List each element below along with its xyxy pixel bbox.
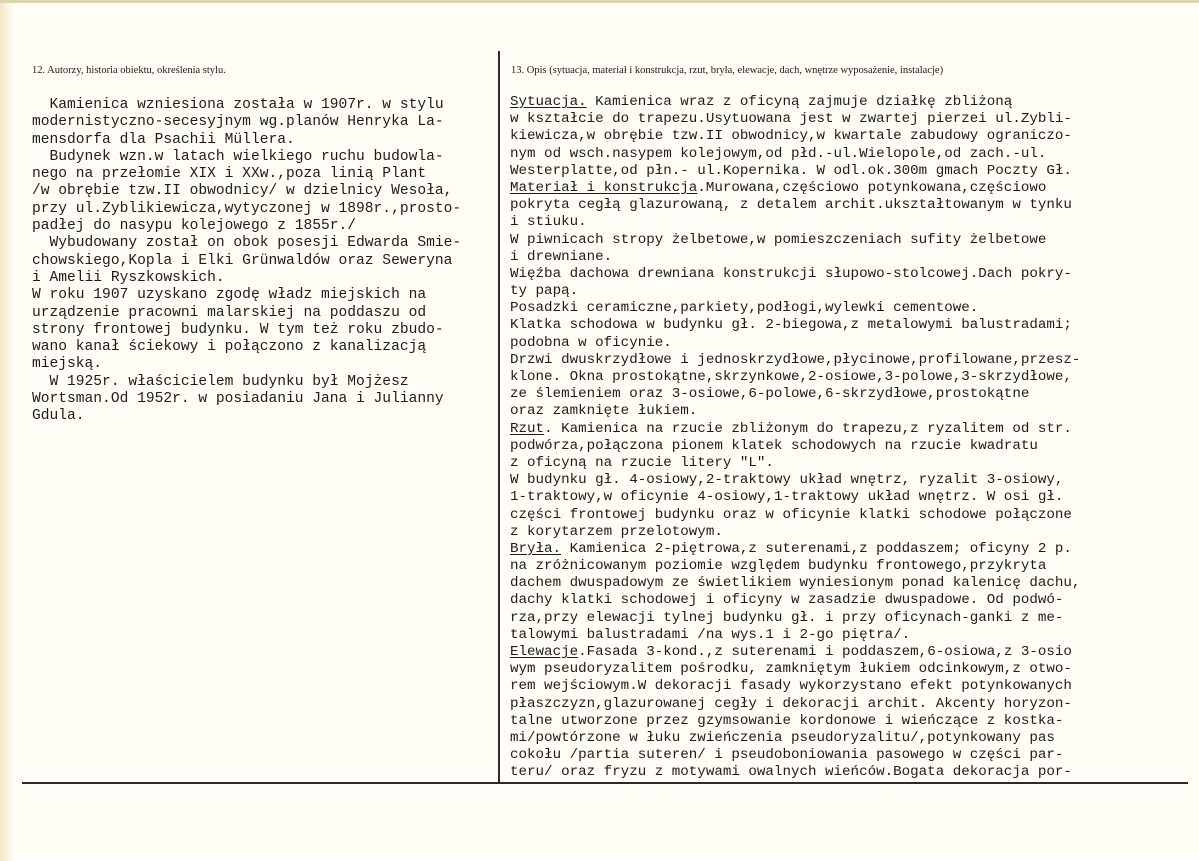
history-line: Kamienica wzniesiona została w 1907r. w stylu <box>32 97 444 113</box>
description-line <box>510 197 1080 214</box>
description-text: 1-traktowy,w oficynie 4-osiowy,1-traktowy układ wnętrz. W osi gł. <box>510 489 1064 506</box>
description-line <box>510 678 1080 695</box>
description-line <box>510 747 1080 764</box>
description-text: mi/powtórzone w łuku zwieńczenia pseudoryzalitu/,potynkowany pas <box>510 729 1055 746</box>
section-12-heading: 12. Autorzy, historia obiektu, określenia stylu. <box>32 65 226 76</box>
description-text: teru/ oraz fryzu z motywami owalnych wieńców.Bogata dekoracja por- <box>510 764 1072 781</box>
history-line: modernistyczno-secesyjnym wg.planów Henryka La- <box>32 114 444 131</box>
description-line <box>510 335 1080 352</box>
description-line <box>510 541 1080 558</box>
description-line <box>510 507 1080 524</box>
description-text: z oficyną na rzucie litery "L". <box>510 454 774 471</box>
section-label: Elewacje <box>510 644 579 660</box>
description-line <box>510 352 1080 369</box>
description-text: klone. Okna prostokątne,skrzynkowe,2-osiowe,3-polowe,3-skrzydłowe, <box>510 369 1072 385</box>
description-line <box>510 317 1080 334</box>
description-line <box>510 661 1080 678</box>
history-line: nego na przełomie XIX i XXw.,poza linią Plant <box>32 166 427 183</box>
history-text-block <box>32 97 461 426</box>
description-text: wym pseudoryzalitem pośrodku, zamkniętym łukiem odcinkowym,z otwo- <box>510 661 1072 678</box>
description-line <box>510 730 1080 747</box>
description-line <box>510 610 1080 627</box>
description-text: .Murowana,częściowo potynkowana,częściowo <box>697 179 1047 196</box>
description-line <box>510 232 1080 249</box>
description-line <box>510 627 1080 644</box>
description-text-block <box>510 94 1080 782</box>
history-line: W roku 1907 uzyskano zgodę władz miejskich na <box>32 287 427 304</box>
description-line <box>510 94 1080 111</box>
history-line: chowskiego,Kopla i Elki Grünwaldów oraz Seweryna <box>32 252 453 269</box>
section-label: Bryła. <box>510 540 562 557</box>
description-text: ze ślemieniem oraz 3-osiowe,6-polowe,6-skrzydłowe,prostokątne <box>510 386 1030 403</box>
history-line: strony frontowej budynku. W tym też roku zbudo- <box>32 321 444 338</box>
description-text: i drewniane. <box>510 248 613 265</box>
history-line: Gdula. <box>32 408 85 425</box>
description-text: Westerplatte,od płn.- ul.Kopernika. W odl.ok.300m gmach Poczty Gł. <box>510 162 1072 179</box>
description-text: Kamienica 2-piętrowa,z suterenami,z poddaszem; oficyny 2 p. <box>561 540 1072 557</box>
description-text: rza,przy elewacji tylnej budynku gł. i przy oficynach-ganki z me- <box>510 609 1064 626</box>
history-line: /w obrębie tzw.II obwodnicy/ w dzielnicy Wesoła, <box>32 183 453 200</box>
description-text: talowymi balustradami /na wys.1 i 2-go piętra/. <box>510 626 911 643</box>
description-line <box>510 180 1080 197</box>
history-line: Wybudowany został on obok posesji Edwarda Smie- <box>32 235 462 252</box>
description-text: ty papą. <box>510 283 579 300</box>
description-text: podobna w oficynie. <box>510 334 672 351</box>
description-line <box>510 764 1080 781</box>
description-line <box>510 558 1080 575</box>
description-text: kiewicza,w obrębie tzw.II obwodnicy,w kwartale zabudowy ograniczo- <box>510 128 1072 145</box>
description-text: W budynku gł. 4-osiowy,2-traktowy układ wnętrz, ryzalit 3-osiowy, <box>510 472 1064 489</box>
description-text: dachem dwuspadowym ze świetlikiem wyniesionym ponad kalenicę dachu, <box>510 575 1081 592</box>
description-line <box>510 438 1080 455</box>
description-text: nym od wsch.nasypem kolejowym,od płd.-ul.Wielopole,od zach.-ul. <box>510 145 1047 162</box>
bottom-rule <box>22 782 1188 784</box>
description-line <box>510 713 1080 730</box>
description-line <box>510 163 1080 180</box>
description-line <box>510 524 1080 541</box>
description-line <box>510 214 1080 231</box>
history-line: W 1925r. właścicielem budynku był Mojżesz <box>32 373 409 390</box>
description-text: . Kamienica na rzucie zbliżonym do trapezu,z ryzalitem od str. <box>544 420 1072 437</box>
description-text: W piwnicach stropy żelbetowe,w pomieszczeniach sufity żelbetowe <box>510 231 1047 248</box>
description-text: na zróżnicowanym poziomie względem budynku frontowego,przykryta <box>510 558 1047 575</box>
description-line <box>510 283 1080 300</box>
history-line: urządzenie pracowni malarskiej na poddaszu od <box>32 304 427 321</box>
description-text: i stiuku. <box>510 214 587 231</box>
column-divider <box>498 51 500 783</box>
description-text: cokołu /partia suteren/ i pseudoboniowania pasowego w części par- <box>510 747 1064 764</box>
history-line: padłej do nasypu kolejowego z 1855r./ <box>32 218 357 235</box>
description-line <box>510 266 1080 283</box>
description-text: Drzwi dwuskrzydłowe i jednoskrzydłowe,płycinowe,profilowane,przesz- <box>510 351 1081 368</box>
description-text: części frontowej budynku oraz w oficynie klatki schodowe połączone <box>510 506 1072 523</box>
history-line: mensdorfa dla Psachii Müllera. <box>32 131 295 148</box>
description-line <box>510 249 1080 266</box>
description-text: podwórza,połączona pionem klatek schodowych na rzucie kwadratu <box>510 437 1038 454</box>
scan-edge-shadow <box>0 3 14 861</box>
description-text: talne utworzone przez gzymsowanie kordonowe i wieńczące z kostka- <box>510 712 1064 729</box>
description-line <box>510 575 1080 592</box>
description-line <box>510 644 1080 661</box>
description-line <box>510 146 1080 163</box>
description-text: z korytarzem przelotowym. <box>510 523 723 540</box>
description-line <box>510 369 1080 386</box>
description-line <box>510 696 1080 713</box>
history-line: przy ul.Zyblikiewicza,wytyczonej w 1898r.,prosto- <box>32 200 462 217</box>
description-line <box>510 592 1080 609</box>
description-text: Posadzki ceramiczne,parkiety,podłogi,wylewki cementowe. <box>510 300 979 317</box>
description-text: Więźba dachowa drewniana konstrukcji słupowo-stolcowej.Dach pokry- <box>510 265 1072 282</box>
section-label: Materiał i konstrukcja <box>510 179 698 196</box>
description-line <box>510 111 1080 128</box>
description-line <box>510 128 1080 145</box>
description-text: w kształcie do trapezu.Usytuowana jest w zwartej pierzei ul.Zybli- <box>510 111 1072 128</box>
description-line <box>510 300 1080 317</box>
description-text: rem wejściowym.W dekoracji fasady wykorzystano efekt potynkowanych <box>510 678 1072 695</box>
description-text: Klatka schodowa w budynku gł. 2-biegowa,z metalowymi balustradami; <box>510 317 1072 334</box>
history-line: Wortsman.Od 1952r. w posiadaniu Jana i Julianny <box>32 391 444 408</box>
description-text: .Fasada 3-kond.,z suterenami i poddaszem,6-osiowa,z 3-osio <box>578 644 1072 660</box>
description-line <box>510 455 1080 472</box>
section-label: Rzut <box>510 420 545 437</box>
description-line <box>510 472 1080 489</box>
description-line <box>510 489 1080 506</box>
history-line: wano kanał ściekowy i połączono z kanalizacją <box>32 339 427 356</box>
description-line <box>510 403 1080 420</box>
description-line <box>510 386 1080 403</box>
description-text: Kamienica wraz z oficyną zajmuje działkę zbliżoną <box>586 94 1013 110</box>
section-13-heading: 13. Opis (sytuacja, materiał i konstrukcja, rzut, bryła, elewacje, dach, wnętrze wyposażenie, instalacje) <box>511 65 944 76</box>
section-label: Sytuacja. <box>510 94 587 110</box>
description-text: dachy klatki schodowej i oficyny w zasadzie dwuspadowe. Od podwó- <box>510 592 1064 609</box>
description-text: oraz zamknięte łukiem. <box>510 403 698 420</box>
description-text: pokryta cegłą glazurowaną, z detalem archit.ukształtowanym w tynku <box>510 197 1072 214</box>
description-text: płaszczyzn,glazurowanej cegły i dekoracji archit. Akcenty horyzon- <box>510 695 1072 712</box>
description-line <box>510 421 1080 438</box>
history-line: i Amelii Ryszkowskich. <box>32 269 225 286</box>
history-line: miejską. <box>32 356 103 373</box>
history-line: Budynek wzn.w latach wielkiego ruchu budowla- <box>32 148 444 165</box>
